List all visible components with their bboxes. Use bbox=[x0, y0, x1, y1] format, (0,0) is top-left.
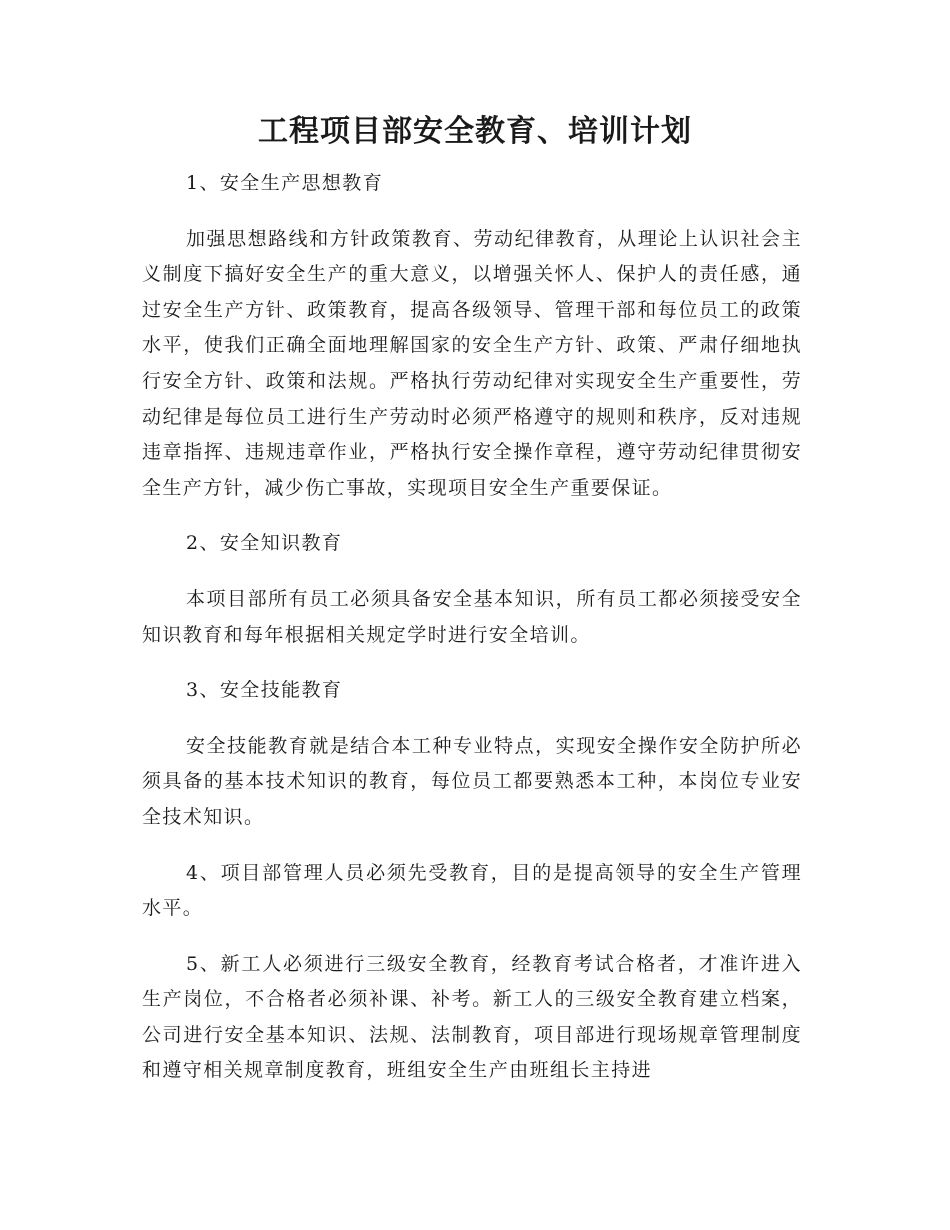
section-heading-1: 1、安全生产思想教育 bbox=[186, 172, 384, 194]
section-4-paragraph: 4、项目部管理人员必须先受教育，目的是提高领导的安全生产管理水平。 bbox=[142, 861, 802, 920]
section-heading-2: 2、安全知识教育 bbox=[186, 532, 343, 555]
document-title: 工程项目部安全教育、培训计划 bbox=[258, 114, 692, 149]
section-1-paragraph: 加强思想路线和方针政策教育、劳动纪律教育，从理论上认识社会主义制度下搞好安全生产的重大意义，以增强关怀人、保护人的责任感，通过安全生产方针、政策教育，提高各级领导、管理干部和每位员工的政策水平，使我们正确全面地理解国家的安全生产方针、政策、严肃仔细地执行安全方针、政策和法规。严格执行劳动纪律对实现安全生产重要性，劳动纪律是每位员工进行生产劳动时必须严格遵守的规则和秩序，反对违规违章指挥、违规违章作业，严格执行安全操作章程，遵守劳动纪律贯彻安全生产方针，减少伤亡事故，实现项目安全生产重要保证。 bbox=[142, 227, 802, 499]
section-heading-3: 3、安全技能教育 bbox=[186, 679, 343, 702]
section-5-paragraph: 5、新工人必须进行三级安全教育，经教育考试合格者，才准许进入生产岗位，不合格者必须补课、补考。新工人的三级安全教育建立档案，公司进行安全基本知识、法规、法制教育，项目部进行现场规章管理制度和遵守相关规章制度教育，班组安全生产由班组长主持进 bbox=[142, 952, 802, 1082]
section-2-paragraph: 本项目部所有员工必须具备安全基本知识，所有员工都必须接受安全知识教育和每年根据相关规定学时进行安全培训。 bbox=[142, 587, 802, 646]
document-body bbox=[142, 166, 802, 1109]
section-3-paragraph: 安全技能教育就是结合本工种专业特点，实现安全操作安全防护所必须具备的基本技术知识的教育，每位员工都要熟悉本工种，本岗位专业安全技术知识。 bbox=[142, 734, 802, 828]
